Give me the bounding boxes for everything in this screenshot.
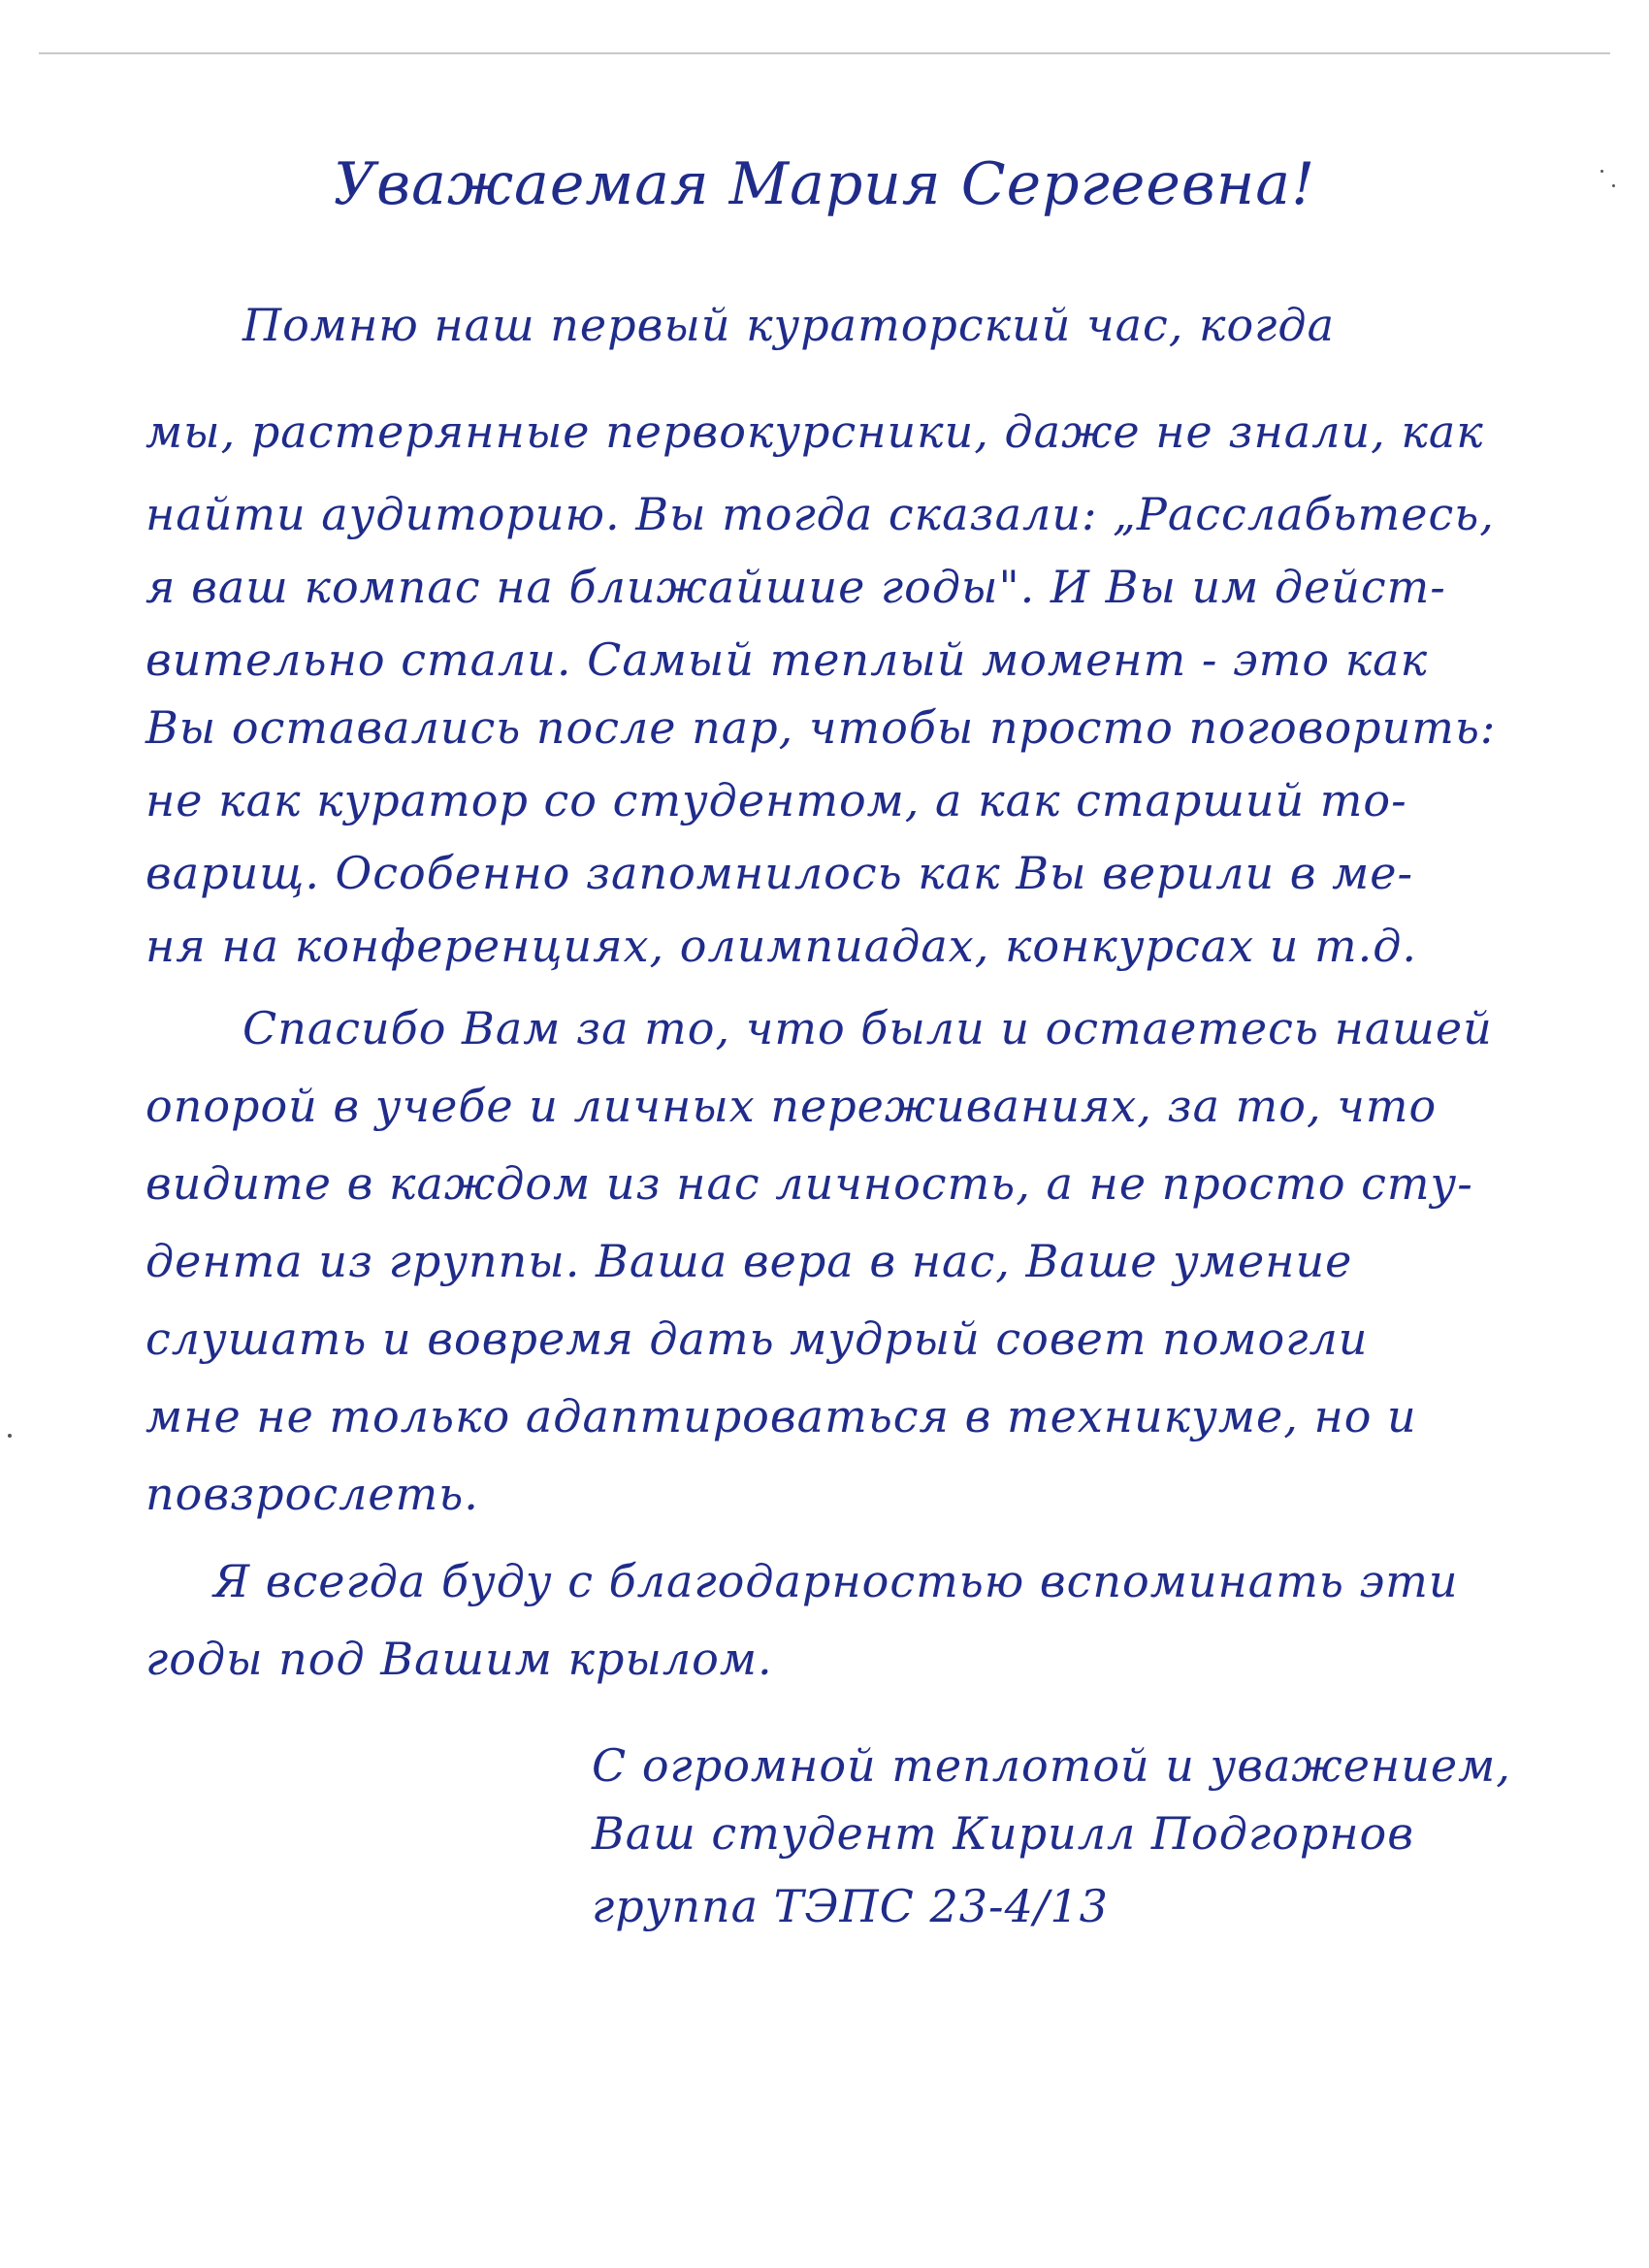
letter-line: мы, растерянные первокурсники, даже не знали, как <box>146 405 1484 458</box>
letter-line: повзрослеть. <box>146 1468 479 1520</box>
signature-name: Ваш студент Кирилл Подгорнов <box>592 1807 1415 1860</box>
letter-line: Я всегда буду с благодарностью вспоминать эти <box>213 1555 1459 1607</box>
signature-group: группа ТЭПС 23-4/13 <box>592 1880 1109 1932</box>
scan-speck <box>1612 184 1615 187</box>
letter-line: мне не только адаптироваться в техникуме, но и <box>146 1390 1417 1442</box>
letter-line: найти аудиторию. Вы тогда сказали: „Расслабьтесь, <box>146 488 1495 540</box>
letter-line: опорой в учебе и личных переживаниях, за то, что <box>146 1080 1438 1132</box>
letter-line: дента из группы. Ваша вера в нас, Ваше умение <box>146 1235 1353 1287</box>
letter-line: не как куратор со студентом, а как старший то- <box>146 774 1407 826</box>
letter-line: вительно стали. Самый теплый момент - это как <box>146 633 1429 686</box>
letter-line: Помню наш первый кураторский час, когда <box>242 299 1335 351</box>
letter-line: Вы оставались после пар, чтобы просто поговорить: <box>146 701 1497 754</box>
letter-line: слушать и вовремя дать мудрый совет помогли <box>146 1312 1369 1365</box>
page-top-edge <box>39 52 1610 54</box>
letter-greeting: Уважаемая Мария Сергеевна! <box>333 150 1316 218</box>
scan-speck <box>8 1434 12 1438</box>
scan-speck <box>1600 170 1603 173</box>
letter-line: я ваш компас на ближайшие годы". И Вы им дейст- <box>146 561 1446 613</box>
signature-closing: С огромной теплотой и уважением, <box>592 1739 1511 1792</box>
letter-line: Спасибо Вам за то, что были и остаетесь нашей <box>242 1002 1493 1054</box>
letter-line: ня на конференциях, олимпиадах, конкурсах и т.д. <box>146 920 1418 972</box>
letter-line: годы под Вашим крылом. <box>146 1633 773 1685</box>
letter-line: видите в каждом из нас личность, а не просто сту- <box>146 1157 1473 1210</box>
letter-line: варищ. Особенно запомнилось как Вы верили в ме- <box>146 847 1414 899</box>
